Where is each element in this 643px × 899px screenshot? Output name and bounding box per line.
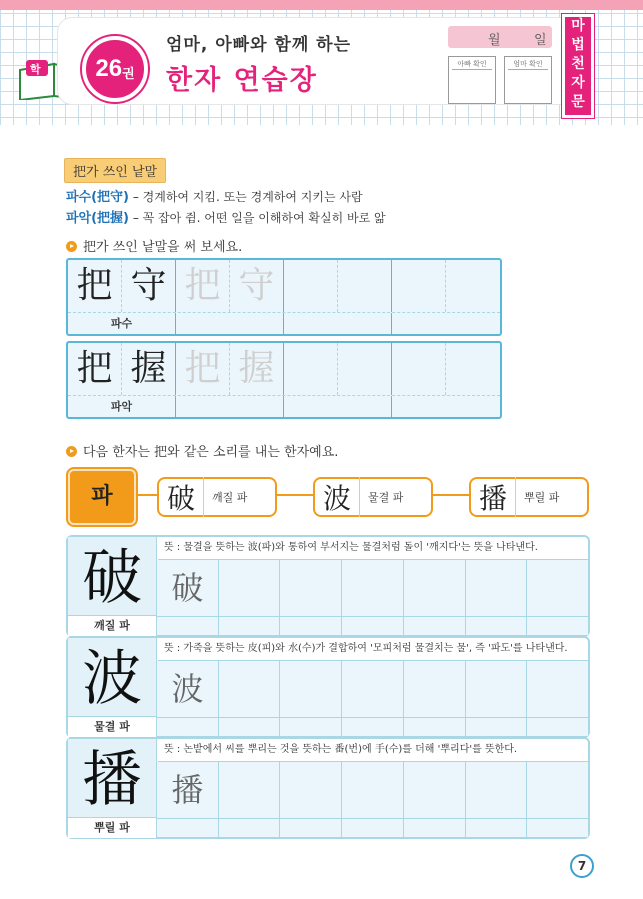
sound-box: 파 [68, 469, 136, 525]
hanja-caption: 깨질 파 [68, 615, 157, 636]
practice-cell[interactable] [404, 661, 466, 736]
word-reading: 파악 [68, 396, 176, 418]
grid-char: 守 [122, 260, 176, 312]
hanja-meaning: 뜻 : 물결을 뜻하는 波(파)와 통하여 부서지는 물결처럼 돌이 '깨지다'는 뜻을 나타낸다. [158, 537, 588, 560]
word-writing-grid-2[interactable] [66, 341, 502, 419]
blank-cell[interactable] [392, 260, 446, 312]
hanja-caption: 뿌릴 파 [68, 817, 157, 838]
practice-cell[interactable] [280, 762, 342, 837]
blank-cell[interactable] [338, 260, 392, 312]
practice-cell[interactable]: 播 [157, 762, 219, 837]
word-reading: 파수 [68, 313, 176, 335]
practice-cell[interactable] [527, 560, 588, 635]
definition-line: 파악(把握) – 꼭 잡아 쥠. 어떤 일을 이해하여 확실히 바로 앎 [66, 211, 386, 226]
hanja-card [66, 535, 590, 637]
instruction-1: 把가 쓰인 낱말을 써 보세요. [66, 236, 242, 255]
grid-char: 把 [68, 343, 122, 395]
grid-char: 握 [122, 343, 176, 395]
hanja-chip[interactable]: 破 깨질 파 [157, 477, 277, 517]
blank-cell[interactable] [338, 343, 392, 395]
big-hanja: 破 [68, 537, 157, 615]
trace-char: 把 [176, 343, 230, 395]
practice-cell[interactable] [219, 661, 281, 736]
practice-cell[interactable] [466, 762, 528, 837]
practice-cell[interactable] [280, 560, 342, 635]
volume-number: 26 [95, 55, 123, 82]
hanja-card [66, 636, 590, 738]
practice-cell[interactable] [280, 661, 342, 736]
grid-char: 把 [68, 260, 122, 312]
practice-cell[interactable] [466, 560, 528, 635]
trace-char: 把 [176, 260, 230, 312]
play-bullet-icon [66, 446, 77, 457]
book-icon-label: 학 [30, 63, 41, 76]
page-number: 7 [570, 854, 594, 878]
mom-check-box[interactable] [504, 56, 552, 104]
top-pink-strip [0, 0, 643, 10]
blank-cell[interactable] [446, 260, 500, 312]
practice-cell[interactable]: 破 [157, 560, 219, 635]
page-title: 한자 연습장 [166, 65, 318, 96]
hanja-chip[interactable]: 播 뿌릴 파 [469, 477, 589, 517]
big-hanja: 播 [68, 739, 157, 817]
practice-cell[interactable] [342, 762, 404, 837]
trace-char: 守 [230, 260, 284, 312]
dad-check-box[interactable] [448, 56, 496, 104]
blank-cell[interactable] [446, 343, 500, 395]
blank-cell[interactable] [284, 343, 338, 395]
practice-cell[interactable]: 波 [157, 661, 219, 736]
blank-cell[interactable] [284, 260, 338, 312]
practice-cell[interactable] [404, 762, 466, 837]
volume-unit: 권 [122, 65, 135, 81]
hanja-card [66, 737, 590, 839]
definition-line: 파수(把守) – 경계하여 지킴. 또는 경계하여 지키는 사람 [66, 190, 363, 205]
word-writing-grid-1[interactable] [66, 258, 502, 336]
practice-cell[interactable] [342, 661, 404, 736]
play-bullet-icon [66, 241, 77, 252]
hanja-meaning: 뜻 : 가죽을 뜻하는 皮(피)와 水(수)가 결합하여 '모피처럼 물결치는 물', 즉 '파도'를 나타낸다. [158, 638, 588, 661]
series-tab: 마 법 천 자 문 [562, 14, 594, 118]
date-field[interactable] [448, 26, 552, 48]
practice-cell[interactable] [219, 560, 281, 635]
practice-cell[interactable] [466, 661, 528, 736]
month-label: 월 [488, 33, 501, 48]
section-label: 把가 쓰인 낱말 [64, 158, 166, 183]
big-hanja: 波 [68, 638, 157, 716]
page-subtitle: 엄마, 아빠와 함께 하는 [166, 35, 352, 55]
instruction-2: 다음 한자는 把와 같은 소리를 내는 한자예요. [66, 441, 338, 460]
practice-cell[interactable] [219, 762, 281, 837]
practice-cell[interactable] [527, 661, 588, 736]
practice-cell[interactable] [527, 762, 588, 837]
volume-badge [82, 36, 148, 102]
connector-line [136, 494, 158, 496]
hanja-chip[interactable]: 波 물결 파 [313, 477, 433, 517]
connector-line [430, 494, 470, 496]
hanja-caption: 물결 파 [68, 716, 157, 737]
blank-cell[interactable] [392, 343, 446, 395]
practice-cell[interactable] [404, 560, 466, 635]
trace-char: 握 [230, 343, 284, 395]
dad-check-label: 아빠 확인 [457, 60, 487, 68]
mom-check-label: 엄마 확인 [513, 60, 543, 68]
day-label: 일 [534, 33, 547, 48]
hanja-meaning: 뜻 : 논밭에서 씨를 뿌리는 것을 뜻하는 番(번)에 手(수)를 더해 '뿌리다'를 뜻한다. [158, 739, 588, 762]
connector-line [274, 494, 314, 496]
practice-cell[interactable] [342, 560, 404, 635]
